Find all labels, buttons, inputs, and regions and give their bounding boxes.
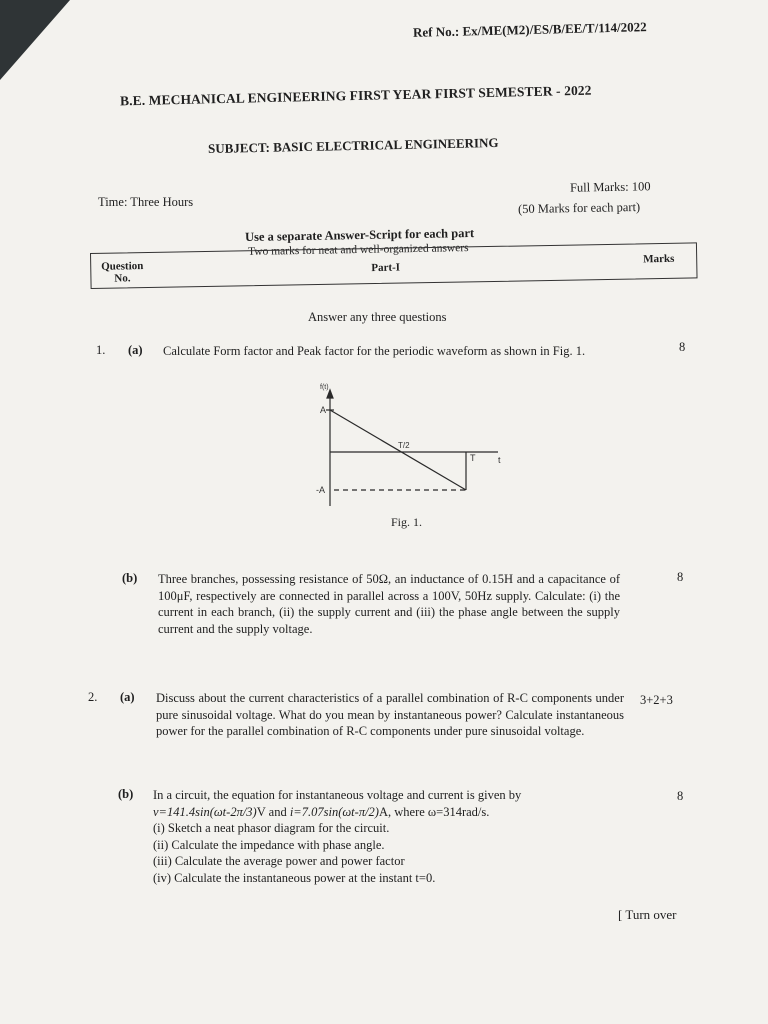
question-1b-text: Three branches, possessing resistance of 50Ω, an inductance of 0.15H and a capacitance of 100μF, respectively are connected in parallel across a 100V, 50Hz supply. Calculate: (i) the current in each branch, (ii) the supply current and (iii) the phase angle between the supply current and the supply voltage.	[158, 572, 620, 636]
current-unit-omega: A, where ω=314rad/s.	[378, 804, 490, 819]
sawtooth-ramp	[330, 410, 466, 490]
voltage-unit: V and	[256, 804, 290, 819]
question-1b-marks: 8	[677, 570, 684, 584]
question-2b-marks: 8	[677, 789, 684, 803]
x-axis-label: t	[498, 455, 501, 465]
question-2b-text	[153, 787, 625, 886]
question-1a-text: Calculate Form factor and Peak factor for the periodic waveform as shown in Fig. 1.	[163, 344, 586, 358]
y-axis-label: f(t)	[320, 384, 329, 391]
question-2b-equations	[153, 804, 625, 821]
question-no-header: Question No.	[101, 260, 144, 285]
subject-title: SUBJECT: BASIC ELECTRICAL ENGINEERING	[207, 134, 499, 157]
y-axis-arrow	[327, 390, 333, 398]
question-2b-item-iv: (iv) Calculate the instantaneous power at the instant t=0.	[153, 870, 436, 885]
answer-instruction: Answer any three questions	[308, 310, 447, 324]
current-equation: i=7.07sin(ωt-π/2)	[289, 804, 379, 819]
question-number-2: 2.	[88, 690, 98, 704]
question-2b-line1: In a circuit, the equation for instantaneous voltage and current is given by	[153, 788, 522, 802]
figure-caption: Fig. 1.	[391, 515, 423, 529]
page-corner-shadow	[0, 0, 70, 80]
exam-duration: Time: Three Hours	[98, 195, 194, 209]
question-table-header	[90, 242, 698, 289]
turn-over-note: [ Turn over	[618, 907, 677, 922]
question-1b-label: (b)	[122, 571, 138, 585]
marks-per-part: (50 Marks for each part)	[517, 199, 641, 217]
question-2b-item-i: (i) Sketch a neat phasor diagram for the circuit.	[153, 821, 390, 835]
label-period: T	[470, 453, 476, 463]
voltage-equation: v=141.4sin(ωt-2π/3)	[153, 804, 257, 819]
program-title: B.E. MECHANICAL ENGINEERING FIRST YEAR FIRST SEMESTER - 2022	[119, 82, 592, 109]
question-number-1: 1.	[96, 343, 106, 357]
label-half-period: T/2	[398, 441, 410, 450]
instruction-answer-script: Use a separate Answer-Script for each part	[244, 226, 475, 244]
question-2a-marks: 3+2+3	[640, 693, 673, 707]
full-marks: Full Marks: 100	[569, 179, 651, 195]
marks-header: Marks	[643, 252, 675, 266]
question-2b-item-ii: (ii) Calculate the impedance with phase angle.	[153, 837, 385, 852]
instruction-neatness: Two marks for neat and well-organized answers	[247, 242, 469, 258]
question-2b-item-iii: (iii) Calculate the average power and power factor	[153, 854, 405, 868]
part-header: Part-I	[371, 261, 401, 275]
question-1a-marks: 8	[679, 340, 686, 354]
label-a: A	[320, 405, 327, 415]
reference-number: Ref No.: Ex/ME(M2)/ES/B/EE/T/114/2022	[412, 19, 647, 40]
label-negative-a: -A	[316, 485, 325, 495]
question-1a-label: (a)	[128, 343, 143, 357]
figure-1-waveform	[300, 380, 520, 510]
question-2a-text: Discuss about the current characteristics of a parallel combination of R-C components under pure sinusoidal voltage. What do you mean by instantaneous power? Calculate instantaneous power for the parallel combination of R-C components under pure sinusoidal voltage.	[156, 691, 624, 738]
question-2b-label: (b)	[118, 787, 134, 801]
question-2a-label: (a)	[120, 690, 135, 704]
